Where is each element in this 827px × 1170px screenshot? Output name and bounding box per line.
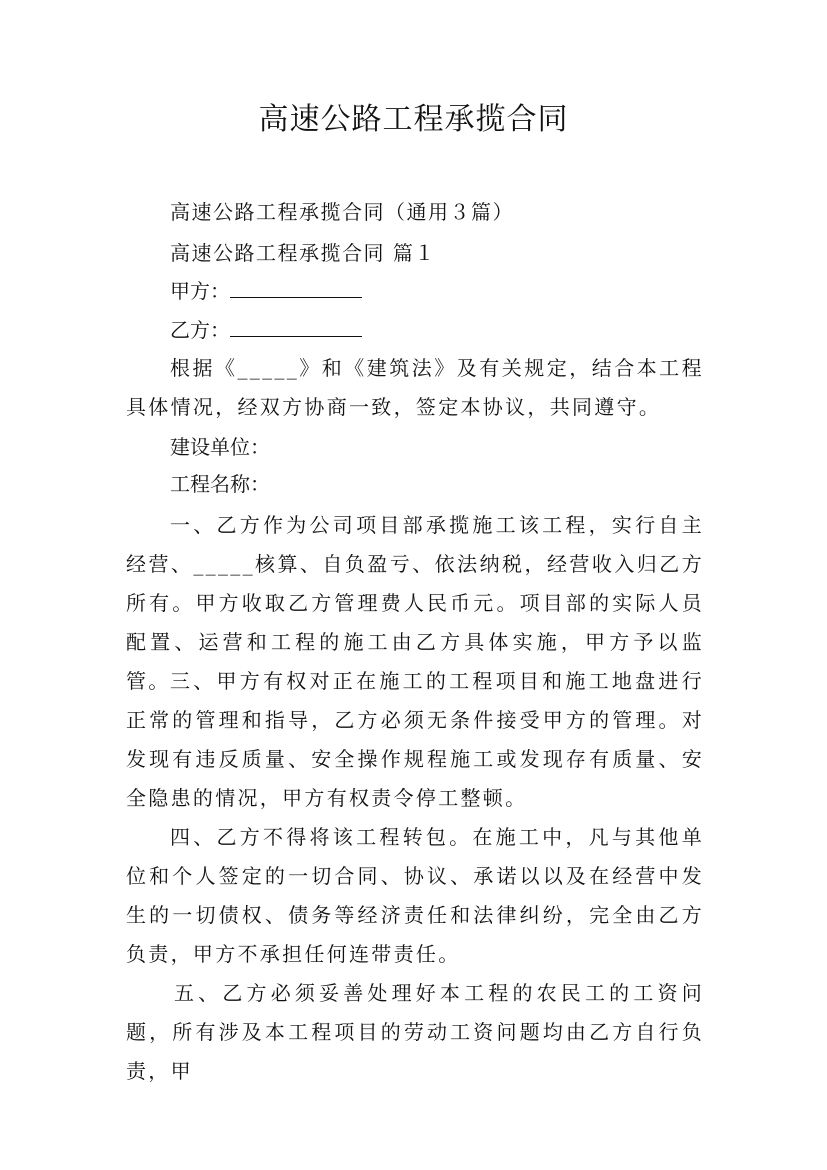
party-b-label: 乙方： bbox=[170, 318, 230, 342]
party-a-label: 甲方： bbox=[170, 279, 230, 303]
document-subtitle: 高速公路工程承揽合同（通用３篇） bbox=[170, 200, 514, 224]
paragraph-clause-1: 一、乙方作为公司项目部承揽施工该工程，实行自主经营、_____核算、自负盈亏、依法纳税，经营收入归乙方所有。甲方收取乙方管理费人民币元。项目部的实际人员配置、运营和工程的施工由乙方具体实施，甲方予以监管。 bbox=[126, 513, 704, 693]
document-title: 高速公路工程承揽合同 bbox=[258, 102, 569, 137]
paragraph-clause-3: 三、甲方有权对正在施工的工程项目和施工地盘进行正常的管理和指导，乙方必须无条件接受甲方的管理。对发现有违反质量、安全操作规程施工或发现存有质量、安全隐患的情况，甲方有权责令停工整顿。 bbox=[126, 669, 704, 810]
paragraph-clause-4: 四、乙方不得将该工程转包。在施工中，凡与其他单位和个人签定的一切合同、协议、承诺以以及在经营中发生的一切债权、债务等经济责任和法律纠纷，完全由乙方负责，甲方不承担任何连带责任。 bbox=[126, 825, 704, 966]
paragraph-clause-5: 五、乙方必须妥善处理好本工程的农民工的工资问题，所有涉及本工程项目的劳动工资问题均由乙方自行负责，甲 bbox=[126, 981, 704, 1083]
party-a-blank bbox=[230, 277, 362, 298]
paragraph-basis: 根据《_____》和《建筑法》及有关规定，结合本工程具体情况，经双方协商一致，签定本协议，共同遵守。 bbox=[126, 356, 704, 419]
construction-unit-line: 建设单位： bbox=[170, 435, 270, 459]
party-b-line bbox=[170, 312, 362, 348]
party-b-blank bbox=[230, 316, 362, 337]
section-heading: 高速公路工程承揽合同 篇１ bbox=[170, 241, 436, 265]
project-name-line: 工程名称： bbox=[170, 472, 270, 496]
party-a-line bbox=[170, 273, 362, 309]
